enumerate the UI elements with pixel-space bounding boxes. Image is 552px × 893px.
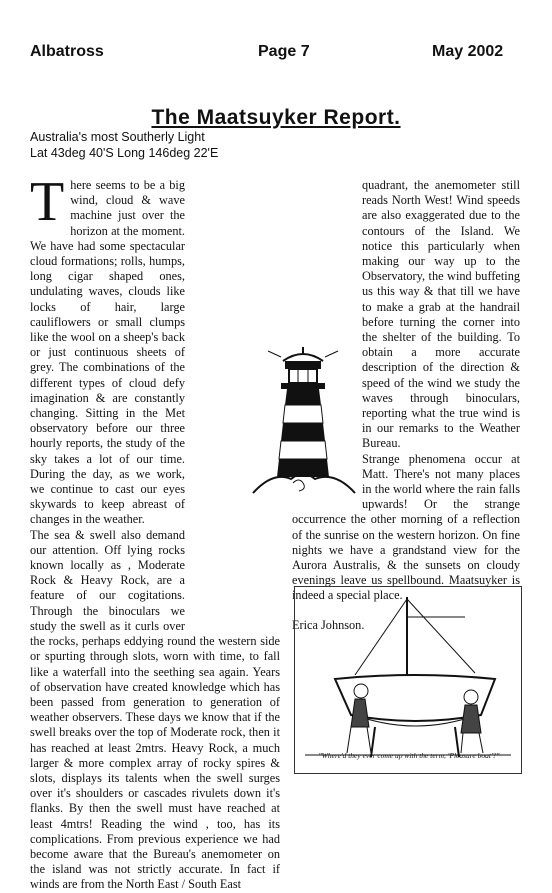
paragraph: quadrant, the anemometer still reads North West! Wind speeds are also exaggerated due to the contours of the Island. We notice this particularly when making our way up to the Observatory, the wind buffeting us this way & that till we have to make a grab at the handrail before turning the corner into the shelter of the building. To obtain a more accurate description of the direction & speed of the wind we study the waves through binoculars, reporting what the true wind is in our remarks to the Weather Bureau.	[362, 178, 520, 451]
lighthouse-illustration	[243, 343, 363, 503]
paragraph: The sea & swell also demand our attention. Off lying rocks known locally as , Moderate Rock & Heavy Rock, are a feature of our cogitations. Through the binoculars we study the swell as it curls over the rocks, perhaps eddying round the western side or spurting through slots, worn with time, to fall like a waterfall into the seething sea again. Years of observation have created knowledge which has been passed from generation to generation of weather observers. These days we know that if the swell breaks over the top of Moderate rock, then it has reached at least 2mtrs. Heavy Rock, a much larger & more complex array of rocky spires & slots, displays its talents when the swell surges over it's shoulders or cascades rivulets down it's flanks. By then the swell must have reached at least 4mtrs! Reading the wind , too, has its complications. From previous experience we had become aware that the Bureau's anemometer on the island was not strictly accurate. In fact if winds are from the North East / South East	[30, 527, 280, 892]
boat-cartoon	[294, 586, 522, 774]
article-subtitle: Australia's most Southerly Light	[30, 130, 205, 144]
paragraph: Strange phenomena occur at Matt. There's not many places in the world where the rain falls upwards! Or the strange occurrence the other morning of a reflection of the sunrise on the western horizon. On fine nights we have a grandstand view for the Aurora Australis, & the sunsets on cloudy evenings leave us spellbound. Maatsuyker is indeed a special place.	[292, 451, 520, 603]
paragraph: There seems to be a big wind, cloud & wave machine just over the horizon at the moment. We have had some spectacular cloud formations; rolls, humps, long cigar shaped ones, undulating waves, clouds like locks of hair, large cauliflowers or small clumps like the wool on a sheep's back or just continuous sheets of grey. The combinations of the different types of cloud defy imagination & are constantly changing. Sitting in the Met observatory before our three hourly reports, the study of the sky takes a lot of our time. During the day, as we work, we continue to cast our eyes skywards to keep abreast of changes in the weather.	[30, 171, 185, 527]
page-number: Page 7	[258, 43, 310, 60]
issue-date: May 2002	[432, 43, 504, 60]
lighthouse-icon	[243, 343, 363, 503]
article-title: The Maatsuyker Report.	[151, 106, 401, 129]
sailboat-icon	[295, 587, 521, 773]
article-coordinates: Lat 43deg 40'S Long 146deg 22'E	[30, 146, 219, 160]
cartoon-caption: "Where'd they ever come up with the term, 'Pleasure boat'?"	[318, 751, 500, 760]
article-column-left	[30, 171, 280, 893]
publication-name: Albatross	[30, 43, 104, 60]
article-author: Erica Johnson.	[292, 617, 365, 632]
drop-cap: T	[30, 171, 65, 233]
